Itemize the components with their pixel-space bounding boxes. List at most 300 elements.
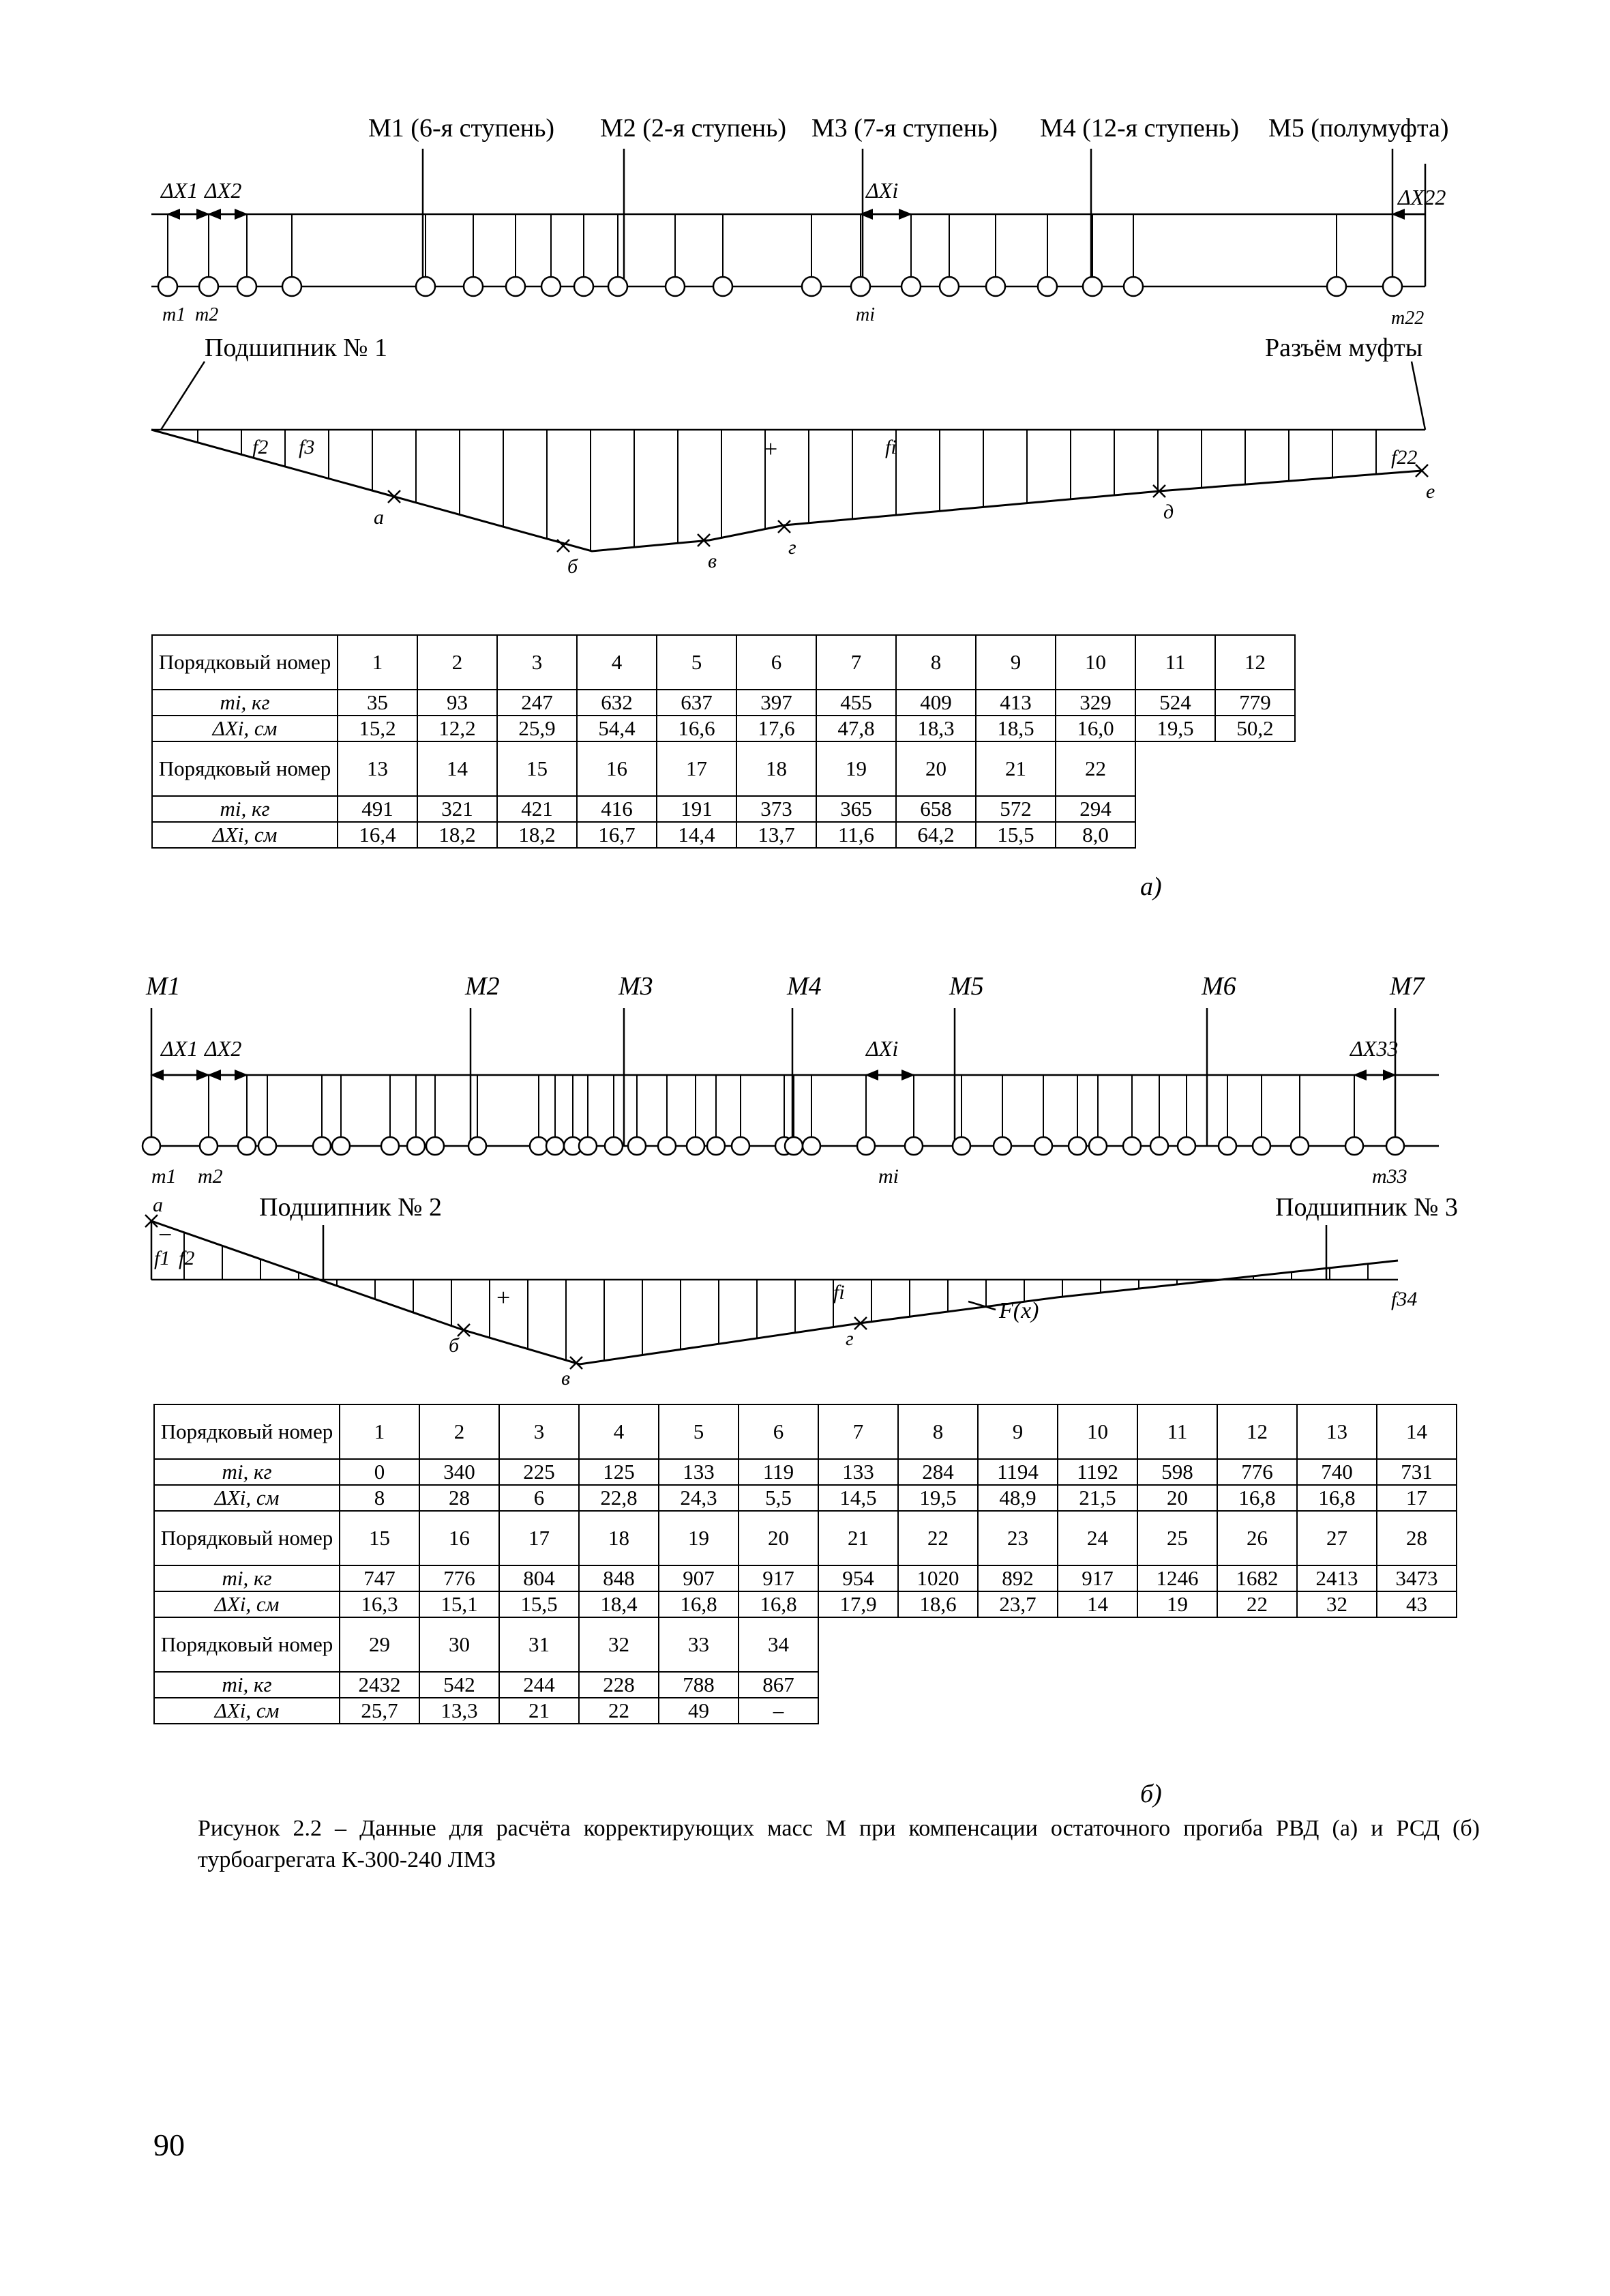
table-cell: 17 — [1377, 1485, 1457, 1511]
table-cell: 16,7 — [577, 822, 657, 848]
table-cell: 917 — [739, 1565, 818, 1591]
table-cell: 12,2 — [417, 716, 497, 741]
table-cell: 191 — [657, 796, 736, 822]
table-cell: 48,9 — [978, 1485, 1058, 1511]
table-cell: 17,6 — [736, 716, 816, 741]
point-label: в — [561, 1367, 571, 1389]
mass-label: M2 (2-я ступень) — [600, 114, 787, 143]
mass-node — [506, 277, 525, 296]
table-cell: 18,6 — [898, 1591, 978, 1617]
mass-node — [1383, 277, 1402, 296]
table-cell: 14,5 — [818, 1485, 898, 1511]
mass-node — [940, 277, 959, 296]
table-cell: 22 — [1217, 1591, 1297, 1617]
table-cell: 413 — [976, 690, 1056, 716]
mass-node — [707, 1137, 725, 1155]
table-cell: 10 — [1058, 1404, 1137, 1459]
mass-node — [313, 1137, 331, 1155]
mass-node — [1345, 1137, 1363, 1155]
table-cell: 2413 — [1297, 1565, 1377, 1591]
mass-node — [332, 1137, 350, 1155]
table-cell: 321 — [417, 796, 497, 822]
table-cell: 125 — [579, 1459, 659, 1485]
table-cell: 17 — [657, 741, 736, 796]
table-cell: 598 — [1137, 1459, 1217, 1485]
mass-node — [986, 277, 1005, 296]
mass-node — [901, 277, 921, 296]
mass-node — [994, 1137, 1011, 1155]
mass-node — [1253, 1137, 1270, 1155]
f-label: f3 — [299, 436, 315, 458]
table-cell: 34 — [739, 1617, 818, 1672]
table-cell: 892 — [978, 1565, 1058, 1591]
table-cell: 4 — [577, 635, 657, 690]
table-cell: 397 — [736, 690, 816, 716]
mass-label: M5 (полумуфта) — [1268, 114, 1449, 143]
table-cell: – — [739, 1698, 818, 1724]
table-cell: 416 — [577, 796, 657, 822]
mass-node — [1089, 1137, 1107, 1155]
table-cell: 20 — [739, 1511, 818, 1565]
table-cell: 1682 — [1217, 1565, 1297, 1591]
table-cell: 5 — [657, 635, 736, 690]
table-row — [154, 1459, 1457, 1485]
table-cell: 30 — [419, 1617, 499, 1672]
mass-node — [1178, 1137, 1195, 1155]
bearing-label: Подшипник № 3 — [1275, 1193, 1459, 1222]
table-cell: 20 — [1137, 1485, 1217, 1511]
row-header-cell: ΔXi, см — [154, 1698, 340, 1724]
table-cell: 776 — [419, 1565, 499, 1591]
node-label: m22 — [1391, 308, 1425, 329]
table-cell: 247 — [497, 690, 577, 716]
mass-node — [713, 277, 732, 296]
empty-cell — [1135, 796, 1295, 822]
mass-node — [407, 1137, 425, 1155]
f-label: f22 — [1391, 446, 1418, 469]
mass-node — [143, 1137, 160, 1155]
table-cell: 25,7 — [340, 1698, 419, 1724]
mass-node — [1034, 1137, 1052, 1155]
table-cell: 16 — [419, 1511, 499, 1565]
mass-node — [953, 1137, 970, 1155]
mass-node — [530, 1137, 548, 1155]
dx-label: ΔXi — [866, 178, 899, 203]
table-cell: 13,3 — [419, 1698, 499, 1724]
table-cell: 14 — [1377, 1404, 1457, 1459]
f-label: fi — [885, 436, 897, 458]
mass-node — [1123, 1137, 1141, 1155]
table-cell: 43 — [1377, 1591, 1457, 1617]
table-cell: 47,8 — [816, 716, 896, 741]
table-cell: 637 — [657, 690, 736, 716]
table-cell: 0 — [340, 1459, 419, 1485]
f-label: f2 — [179, 1247, 195, 1269]
point-label: а — [374, 506, 384, 529]
mass-node — [851, 277, 870, 296]
table-cell: 17 — [499, 1511, 579, 1565]
mass-node — [1291, 1137, 1309, 1155]
table-cell: 64,2 — [896, 822, 976, 848]
mass-node — [1219, 1137, 1236, 1155]
table-cell: 848 — [579, 1565, 659, 1591]
table-cell: 16,6 — [657, 716, 736, 741]
table-cell: 4 — [579, 1404, 659, 1459]
mass-label: M4 — [787, 972, 822, 1001]
table-cell: 93 — [417, 690, 497, 716]
table-cell: 19,5 — [1135, 716, 1215, 741]
table-cell: 16,8 — [739, 1591, 818, 1617]
table-cell: 19,5 — [898, 1485, 978, 1511]
table-cell: 3 — [499, 1404, 579, 1459]
dx-label: ΔX2 — [205, 178, 242, 203]
table-cell: 17,9 — [818, 1591, 898, 1617]
table-cell: 8 — [898, 1404, 978, 1459]
table-cell: 25,9 — [497, 716, 577, 741]
row-header-cell: Порядковый номер — [152, 635, 338, 690]
mass-node — [541, 277, 561, 296]
table-cell: 3473 — [1377, 1565, 1457, 1591]
table-cell: 365 — [816, 796, 896, 822]
table-cell: 867 — [739, 1672, 818, 1698]
sign-label: + — [496, 1284, 511, 1311]
table-cell: 776 — [1217, 1459, 1297, 1485]
table-cell: 373 — [736, 796, 816, 822]
bearing-label: Подшипник № 1 — [205, 334, 388, 362]
mass-node — [1124, 277, 1143, 296]
table-cell: 8 — [896, 635, 976, 690]
point-label: а — [153, 1194, 163, 1216]
table-cell: 22 — [579, 1698, 659, 1724]
table-cell: 16,8 — [1217, 1485, 1297, 1511]
mass-label: M3 — [618, 972, 653, 1001]
mass-node — [1150, 1137, 1168, 1155]
table-cell: 11 — [1135, 635, 1215, 690]
table-cell: 2 — [419, 1404, 499, 1459]
table-b-mass-data — [153, 1404, 1457, 1724]
mass-node — [1083, 277, 1102, 296]
mass-node — [666, 277, 685, 296]
mass-node — [687, 1137, 704, 1155]
dx-label: ΔX1 — [161, 1036, 198, 1061]
f-label: f34 — [1391, 1288, 1418, 1310]
mass-node — [905, 1137, 923, 1155]
table-cell: 29 — [340, 1617, 419, 1672]
table-cell: 740 — [1297, 1459, 1377, 1485]
mass-node — [1327, 277, 1346, 296]
table-cell: 6 — [499, 1485, 579, 1511]
point-label: д — [1163, 501, 1174, 523]
table-row — [152, 741, 1295, 796]
table-row — [152, 716, 1295, 741]
table-cell: 9 — [978, 1404, 1058, 1459]
mass-node — [464, 277, 483, 296]
dx-label: ΔX1 — [161, 178, 198, 203]
func-label: F(x) — [999, 1298, 1039, 1323]
table-cell: 22,8 — [579, 1485, 659, 1511]
table-cell: 747 — [340, 1565, 419, 1591]
table-cell: 18,2 — [417, 822, 497, 848]
mass-node — [282, 277, 301, 296]
bearing-label: Подшипник № 2 — [259, 1193, 443, 1222]
table-cell: 954 — [818, 1565, 898, 1591]
table-row — [154, 1565, 1457, 1591]
empty-cell — [818, 1672, 1457, 1698]
point-label: г — [846, 1327, 854, 1350]
table-cell: 225 — [499, 1459, 579, 1485]
table-cell: 18,3 — [896, 716, 976, 741]
table-cell: 524 — [1135, 690, 1215, 716]
table-cell: 13 — [1297, 1404, 1377, 1459]
table-cell: 2432 — [340, 1672, 419, 1698]
table-cell: 421 — [497, 796, 577, 822]
mass-node — [605, 1137, 623, 1155]
table-cell: 9 — [976, 635, 1056, 690]
table-cell: 284 — [898, 1459, 978, 1485]
row-header-cell: Порядковый номер — [154, 1404, 340, 1459]
table-cell: 22 — [898, 1511, 978, 1565]
table-cell: 907 — [659, 1565, 739, 1591]
mass-node — [238, 1137, 256, 1155]
table-cell: 24,3 — [659, 1485, 739, 1511]
table-cell: 50,2 — [1215, 716, 1295, 741]
table-cell: 14,4 — [657, 822, 736, 848]
mass-label: M1 (6-я ступень) — [368, 114, 555, 143]
mass-node — [785, 1137, 803, 1155]
table-cell: 409 — [896, 690, 976, 716]
coupling-pointer — [1412, 362, 1425, 430]
table-row — [154, 1404, 1457, 1459]
table-cell: 16,3 — [340, 1591, 419, 1617]
table-cell: 15 — [497, 741, 577, 796]
mass-node — [546, 1137, 564, 1155]
table-cell: 5 — [659, 1404, 739, 1459]
mass-node — [628, 1137, 646, 1155]
row-header-cell: ΔXi, см — [152, 716, 338, 741]
empty-cell — [818, 1698, 1457, 1724]
mass-node — [574, 277, 593, 296]
mass-node — [237, 277, 256, 296]
table-cell: 6 — [736, 635, 816, 690]
row-header-cell: mi, кг — [154, 1459, 340, 1485]
table-cell: 16,8 — [1297, 1485, 1377, 1511]
row-header-cell: Порядковый номер — [154, 1617, 340, 1672]
table-cell: 119 — [739, 1459, 818, 1485]
table-cell: 658 — [896, 796, 976, 822]
table-cell: 14 — [417, 741, 497, 796]
table-cell: 16 — [577, 741, 657, 796]
table-cell: 1 — [340, 1404, 419, 1459]
row-header-cell: ΔXi, см — [152, 822, 338, 848]
table-cell: 1020 — [898, 1565, 978, 1591]
table-cell: 21 — [499, 1698, 579, 1724]
f-label: fi — [833, 1281, 845, 1304]
mass-node — [381, 1137, 399, 1155]
mass-node — [802, 277, 821, 296]
table-cell: 28 — [1377, 1511, 1457, 1565]
mass-node — [158, 277, 177, 296]
table-cell: 133 — [659, 1459, 739, 1485]
table-cell: 15,2 — [338, 716, 417, 741]
table-cell: 917 — [1058, 1565, 1137, 1591]
table-cell: 18,2 — [497, 822, 577, 848]
mass-node — [608, 277, 627, 296]
table-cell: 1246 — [1137, 1565, 1217, 1591]
table-cell: 27 — [1297, 1511, 1377, 1565]
mass-label: M4 (12-я ступень) — [1040, 114, 1240, 143]
table-cell: 329 — [1056, 690, 1135, 716]
mass-node — [258, 1137, 276, 1155]
table-row — [154, 1698, 1457, 1724]
table-cell: 14 — [1058, 1591, 1137, 1617]
table-cell: 15 — [340, 1511, 419, 1565]
table-cell: 15,1 — [419, 1591, 499, 1617]
table-cell: 20 — [896, 741, 976, 796]
mass-node — [1386, 1137, 1404, 1155]
table-cell: 16,0 — [1056, 716, 1135, 741]
table-cell: 54,4 — [577, 716, 657, 741]
f-label: f1 — [154, 1247, 170, 1269]
mass-node — [579, 1137, 597, 1155]
table-cell: 19 — [1137, 1591, 1217, 1617]
table-cell: 1 — [338, 635, 417, 690]
table-row — [154, 1617, 1457, 1672]
point-label: е — [1426, 480, 1435, 503]
table-row — [152, 822, 1295, 848]
node-label: m33 — [1372, 1165, 1407, 1188]
table-cell: 1194 — [978, 1459, 1058, 1485]
bearing-pointer — [161, 362, 205, 430]
row-header-cell: mi, кг — [152, 796, 338, 822]
row-header-cell: ΔXi, см — [154, 1485, 340, 1511]
mass-node — [416, 277, 435, 296]
table-cell: 12 — [1217, 1404, 1297, 1459]
table-cell: 13 — [338, 741, 417, 796]
row-header-cell: ΔXi, см — [154, 1591, 340, 1617]
mass-node — [732, 1137, 749, 1155]
point-label: б — [449, 1334, 460, 1357]
table-cell: 21,5 — [1058, 1485, 1137, 1511]
table-cell: 11 — [1137, 1404, 1217, 1459]
dx-label: ΔX33 — [1350, 1036, 1399, 1061]
page-number: 90 — [153, 2128, 185, 2162]
mass-node — [857, 1137, 875, 1155]
table-cell: 228 — [579, 1672, 659, 1698]
panel-label-a: а) — [1140, 872, 1162, 901]
table-cell: 18,5 — [976, 716, 1056, 741]
node-label: m2 — [195, 304, 219, 325]
table-cell: 731 — [1377, 1459, 1457, 1485]
table-cell: 7 — [816, 635, 896, 690]
node-label: mi — [856, 304, 875, 325]
mass-node — [803, 1137, 820, 1155]
table-cell: 32 — [1297, 1591, 1377, 1617]
table-cell: 2 — [417, 635, 497, 690]
mass-node — [200, 1137, 218, 1155]
table-cell: 779 — [1215, 690, 1295, 716]
table-cell: 7 — [818, 1404, 898, 1459]
table-cell: 18 — [736, 741, 816, 796]
row-header-cell: mi, кг — [154, 1565, 340, 1591]
table-cell: 294 — [1056, 796, 1135, 822]
mass-node — [199, 277, 218, 296]
table-cell: 16,8 — [659, 1591, 739, 1617]
mass-node — [426, 1137, 444, 1155]
mass-label: M5 — [949, 972, 984, 1001]
mass-label: M2 — [465, 972, 500, 1001]
table-cell: 35 — [338, 690, 417, 716]
table-cell: 21 — [976, 741, 1056, 796]
table-cell: 632 — [577, 690, 657, 716]
deflection-curve — [151, 430, 1422, 551]
table-cell: 18 — [579, 1511, 659, 1565]
table-cell: 12 — [1215, 635, 1295, 690]
table-cell: 6 — [739, 1404, 818, 1459]
table-cell: 16,4 — [338, 822, 417, 848]
sign-label: + — [764, 435, 778, 462]
figure-b-rsd-scheme — [143, 972, 1458, 1389]
table-cell: 491 — [338, 796, 417, 822]
mass-label: M7 — [1390, 972, 1425, 1001]
table-row — [154, 1485, 1457, 1511]
table-cell: 133 — [818, 1459, 898, 1485]
row-header-cell: Порядковый номер — [154, 1511, 340, 1565]
table-cell: 25 — [1137, 1511, 1217, 1565]
empty-cell — [1135, 822, 1295, 848]
empty-cell — [818, 1617, 1457, 1672]
table-cell: 340 — [419, 1459, 499, 1485]
mass-label: M1 — [146, 972, 181, 1001]
figure-a-rvd-scheme — [151, 114, 1449, 578]
point-label: б — [567, 555, 578, 578]
table-row — [154, 1591, 1457, 1617]
table-row — [152, 635, 1295, 690]
mass-node — [1069, 1137, 1086, 1155]
table-cell: 23,7 — [978, 1591, 1058, 1617]
table-cell: 23 — [978, 1511, 1058, 1565]
table-cell: 5,5 — [739, 1485, 818, 1511]
table-cell: 24 — [1058, 1511, 1137, 1565]
table-a-mass-data — [151, 634, 1296, 849]
table-cell: 572 — [976, 796, 1056, 822]
panel-label-b: б) — [1140, 1780, 1162, 1808]
sign-label: − — [158, 1221, 173, 1248]
point-label: в — [708, 550, 717, 572]
table-cell: 31 — [499, 1617, 579, 1672]
table-cell: 788 — [659, 1672, 739, 1698]
row-header-cell: mi, кг — [154, 1672, 340, 1698]
figure-caption: Рисунок 2.2 – Данные для расчёта корректирующих масс M при компенсации остаточного прогиба РВД (а) и РСД (б) турбоагрегата К-300-240 ЛМЗ — [198, 1816, 1480, 1872]
table-cell: 1192 — [1058, 1459, 1137, 1485]
table-row — [154, 1672, 1457, 1698]
f-label: f2 — [252, 436, 269, 458]
table-cell: 32 — [579, 1617, 659, 1672]
row-header-cell: mi, кг — [152, 690, 338, 716]
mass-label: M6 — [1202, 972, 1236, 1001]
dx-label: ΔX2 — [205, 1036, 242, 1061]
point-label: г — [788, 536, 796, 559]
dx-label: ΔX22 — [1398, 185, 1446, 209]
dx-label: ΔXi — [866, 1036, 899, 1061]
table-cell: 15,5 — [499, 1591, 579, 1617]
row-header-cell: Порядковый номер — [152, 741, 338, 796]
table-cell: 8 — [340, 1485, 419, 1511]
mass-label: M3 (7-я ступень) — [811, 114, 998, 143]
mass-node — [658, 1137, 676, 1155]
table-cell: 49 — [659, 1698, 739, 1724]
table-cell: 15,5 — [976, 822, 1056, 848]
node-label: mi — [878, 1165, 899, 1188]
